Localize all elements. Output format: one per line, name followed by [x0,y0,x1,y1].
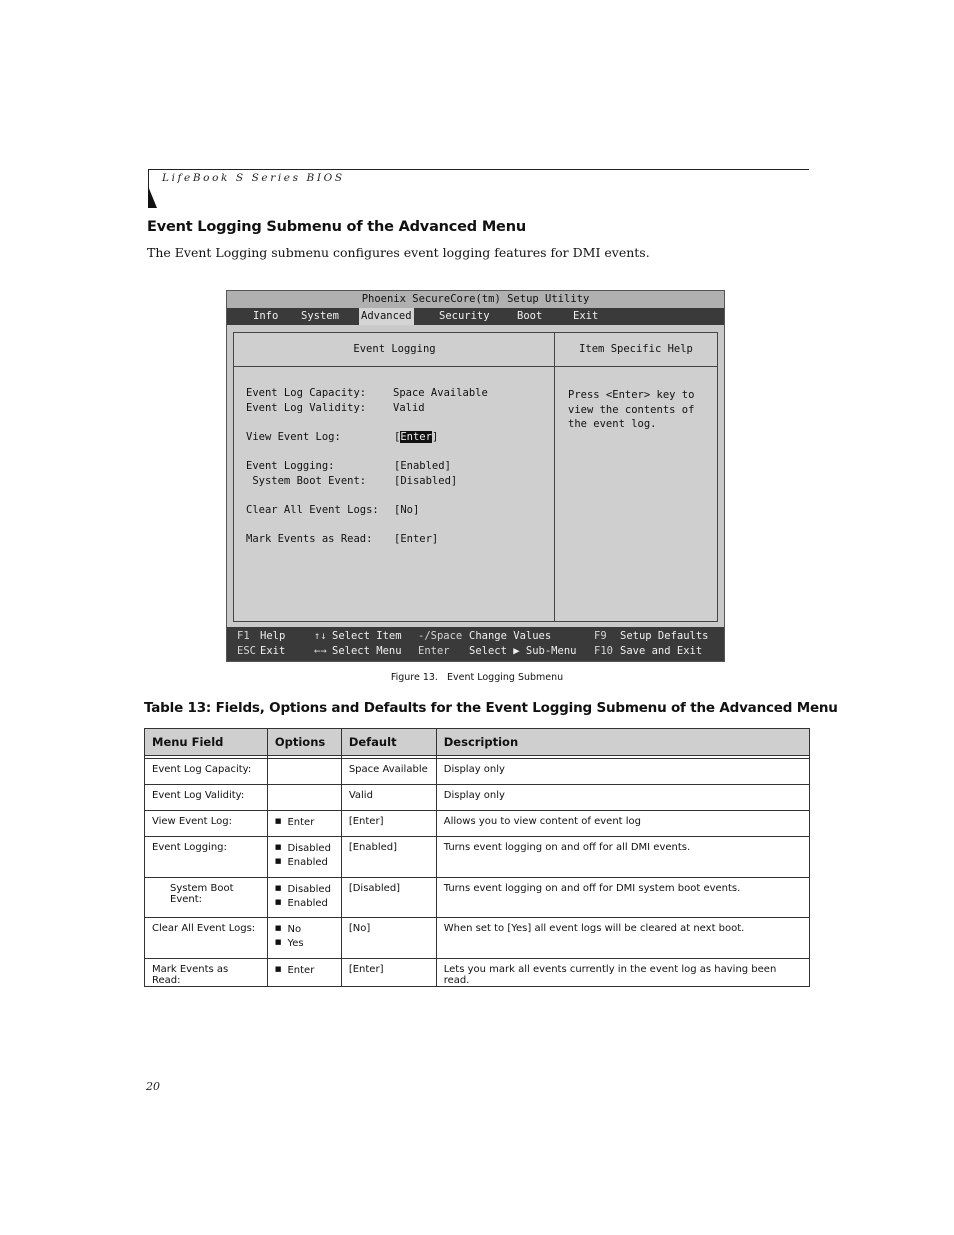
field-label-mark-events-read: Mark Events as Read: [246,533,373,545]
bios-menu-system[interactable]: System [301,310,339,322]
option-bullet-item: ■ Enter [275,964,334,978]
header-default: Default [341,729,436,756]
cell-options [267,837,341,878]
cell-description: Turns event logging on and off for DMI system boot events. [436,878,809,918]
running-header: LifeBook S Series BIOS [162,172,345,184]
cell-description: Lets you mark all events currently in the event log as having been read. [436,959,809,987]
cell-options [267,918,341,959]
cell-default: [Enter] [341,811,436,837]
table-row [145,918,810,959]
bios-help-panel [554,332,718,622]
cell-options [267,878,341,918]
cell-field: Clear All Event Logs: [145,918,268,959]
header-rule [148,169,809,170]
key-f1-action: Help [260,630,286,642]
key-f9-action: Setup Defaults [620,630,709,642]
page-number: 20 [146,1080,160,1093]
key-updown-action: Select Item [332,630,402,642]
option-bullet-item: ■ Disabled [275,883,334,897]
figure-caption: Figure 13. Event Logging Submenu [390,672,564,683]
table-header-row [145,729,810,756]
selected-enter-value[interactable]: Enter [400,431,432,443]
table-row [145,811,810,837]
key-enter: Enter [418,645,450,657]
cell-options [267,759,341,785]
field-value-log-capacity: Space Available [393,387,488,399]
option-bullet-item: ■ Enabled [275,897,334,911]
table-row [145,878,810,918]
cell-options [267,959,341,987]
bios-menu-boot[interactable]: Boot [517,310,543,322]
key-space-action: Change Values [469,630,552,642]
field-label-system-boot-event: System Boot Event: [246,475,367,487]
cell-field: Event Log Validity: [145,785,268,811]
table-row [145,785,810,811]
header-menu-field: Menu Field [145,729,268,756]
bios-menu-advanced[interactable]: Advanced [359,308,414,325]
help-line: view the contents of [568,404,695,416]
fields-table [144,728,810,987]
intro-paragraph: The Event Logging submenu configures event logging features for DMI events. [147,245,650,260]
key-esc-action: Exit [260,645,286,657]
cell-default: [No] [341,918,436,959]
bracket-close: ] [431,431,439,443]
cell-description: When set to [Yes] all event logs will be cleared at next boot. [436,918,809,959]
arrow-up-down-icon: ↑↓ [314,630,327,642]
bios-panel-divider [234,366,555,367]
bios-menu-exit[interactable]: Exit [573,310,599,322]
bracket-open: [ [394,431,401,443]
field-value-system-boot-event[interactable]: [Disabled] [394,475,458,487]
header-wedge-icon [148,186,157,208]
cell-field: Event Log Capacity: [145,759,268,785]
bios-menu-info[interactable]: Info [253,310,279,322]
cell-default: [Enabled] [341,837,436,878]
section-heading: Event Logging Submenu of the Advanced Menu [147,219,526,235]
header-options: Options [267,729,341,756]
key-enter-action: Select ▶ Sub-Menu [469,645,577,657]
field-label-clear-all-logs: Clear All Event Logs: [246,504,379,516]
bios-menubar [227,308,724,325]
field-label-log-validity: Event Log Validity: [246,402,367,414]
key-f10: F10 [594,645,613,657]
cell-default: Valid [341,785,436,811]
table-row [145,837,810,878]
option-bullet-item: ■ Yes [275,937,334,951]
cell-default: Space Available [341,759,436,785]
key-f10-action: Save and Exit [620,645,703,657]
field-value-event-logging[interactable]: [Enabled] [394,460,451,472]
cell-description: Turns event logging on and off for all DMI events. [436,837,809,878]
option-bullet-item: ■ Enabled [275,856,334,870]
bios-settings-panel [233,332,556,622]
cell-field: Mark Events as Read: [145,959,268,987]
arrow-left-right-icon: ←→ [314,645,327,657]
key-leftright-action: Select Menu [332,645,402,657]
indented-field-label: System Boot Event: [170,883,234,905]
help-title: Item Specific Help [579,343,693,355]
cell-description: Display only [436,759,809,785]
bios-panel-title: Event Logging [353,343,436,355]
table-row [145,759,810,785]
field-value-log-validity: Valid [393,402,425,414]
option-bullet-item: ■ Disabled [275,842,334,856]
header-description: Description [436,729,809,756]
help-line: Press <Enter> key to [568,389,695,401]
cell-field: Event Logging: [145,837,268,878]
field-label-event-logging: Event Logging: [246,460,335,472]
field-value-mark-events-read[interactable]: [Enter] [394,533,439,545]
table-title: Table 13: Fields, Options and Defaults for the Event Logging Submenu of the Advanced Menu [144,700,838,716]
cell-options [267,785,341,811]
field-value-view-event-log[interactable] [394,431,438,443]
key-f1: F1 [237,630,250,642]
cell-description: Allows you to view content of event log [436,811,809,837]
bios-menu-security[interactable]: Security [439,310,490,322]
key-f9: F9 [594,630,607,642]
field-label-view-event-log: View Event Log: [246,431,341,443]
bios-screen [226,290,725,662]
help-divider [555,366,717,367]
option-bullet-item: ■ No [275,923,334,937]
help-line: the event log. [568,418,657,430]
cell-description: Display only [436,785,809,811]
cell-default: [Enter] [341,959,436,987]
field-value-clear-all-logs[interactable]: [No] [394,504,420,516]
cell-default: [Disabled] [341,878,436,918]
cell-field: View Event Log: [145,811,268,837]
cell-options [267,811,341,837]
table-row [145,959,810,987]
cell-field [145,878,268,918]
key-space: -/Space [418,630,463,642]
option-bullet-item: ■ Enter [275,816,334,830]
bios-footer [227,627,724,661]
field-label-log-capacity: Event Log Capacity: [246,387,367,399]
key-esc: ESC [237,645,256,657]
bios-title: Phoenix SecureCore(tm) Setup Utility [227,291,724,309]
